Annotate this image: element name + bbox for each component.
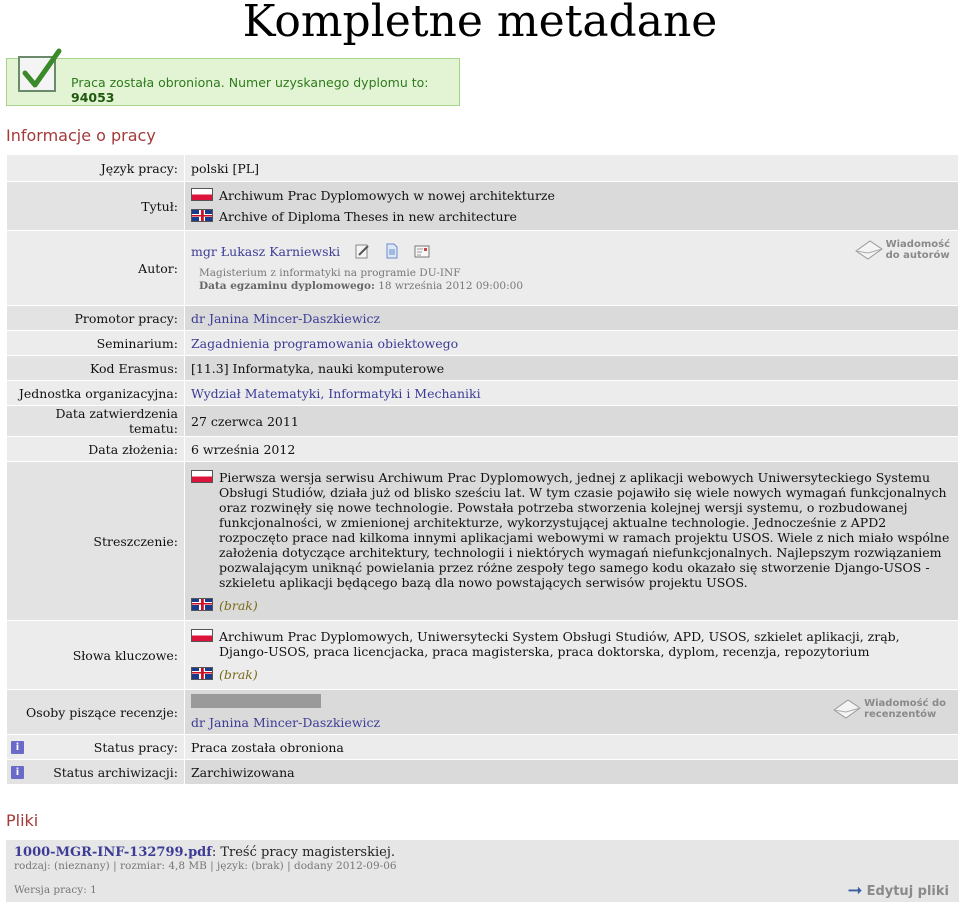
label-title: Tytuł:: [7, 182, 184, 230]
flag-en-icon: [191, 598, 213, 611]
value-erasmus: [11.3] Informatyka, nauki komputerowe: [185, 356, 958, 380]
row-language: [7, 155, 958, 181]
info-icon[interactable]: i: [11, 741, 24, 754]
edit-files-button[interactable]: [847, 880, 949, 901]
label-erasmus: Kod Erasmus:: [7, 356, 184, 380]
info-table: [6, 154, 959, 785]
row-keywords: [7, 621, 958, 689]
row-seminar: [7, 331, 958, 355]
page-title: Kompletne metadane: [242, 0, 718, 47]
value-submit-date: 6 września 2012: [185, 437, 958, 461]
flag-pl-icon: [191, 188, 213, 201]
label-seminar: Seminarium:: [7, 331, 184, 355]
value-archive-status: Zarchiwizowana: [185, 760, 958, 784]
edit-files-label: Edytuj pliki: [866, 884, 949, 899]
redacted-bar: [191, 694, 321, 708]
message-authors-line2: do autorów: [885, 250, 950, 261]
value-language: polski [PL]: [185, 155, 958, 181]
section-files-heading: Pliki: [6, 811, 39, 830]
archive-status-label: Status archiwizacji:: [53, 764, 178, 780]
exam-date: 18 września 2012 09:00:00: [378, 280, 523, 292]
row-unit: [7, 381, 958, 405]
file-desc: : Treść pracy magisterskiej.: [211, 845, 395, 860]
row-status: [7, 735, 958, 759]
message-reviewers-line2: recenzentów: [864, 709, 937, 720]
title-pl: Archiwum Prac Dyplomowych w nowej architekturze: [219, 188, 555, 203]
label-supervisor: Promotor pracy:: [7, 306, 184, 330]
message-authors-button[interactable]: [854, 239, 950, 261]
abstract-en: (brak): [219, 597, 258, 613]
author-link[interactable]: mgr Łukasz Karniewski: [191, 244, 341, 259]
label-abstract: Streszczenie:: [7, 462, 184, 620]
keywords-pl: Archiwum Prac Dyplomowych, Uniwersytecki System Obsługi Studiów, APD, USOS, szkielet aplikacji, zrąb, Django-USOS, praca licencjacka, praca magisterska, praca doktorska, dyplom, recenzja, repozytorium: [219, 628, 900, 659]
label-reviewers: Osoby piszące recenzje:: [7, 690, 184, 734]
label-status: [7, 735, 184, 759]
label-unit: Jednostka organizacyjna:: [7, 381, 184, 405]
label-language: Język pracy:: [7, 155, 184, 181]
checkmark-icon: [15, 45, 65, 95]
label-keywords: Słowa kluczowe:: [7, 621, 184, 689]
row-archive-status: [7, 760, 958, 784]
flag-pl-icon: [191, 629, 213, 642]
info-icon[interactable]: i: [11, 766, 24, 779]
row-reviewers: [7, 690, 958, 734]
message-authors-line1: Wiadomość: [885, 239, 950, 250]
value-abstract: [185, 462, 958, 620]
abstract-pl: Pierwsza wersja serwisu Archiwum Prac Dyplomowych, jednej z aplikacji webowych Uniwersyteckiego Systemu Obsługi Studiów, działa już od blisko sześciu lat. W tym czasie pojawiło się wiele nowych wymagań funkcjonalnych oraz rozwinęły się nowe technologie. Powstała potrzeba stworzenia kolejnej wersji systemu, o rozbudowanej funkcjonalności, w zmienionej architekturze, wykorzystującej aktualne technologie. Jednocześnie z APD2 rozpoczęto prace nad kilkoma innymi aplikacjami webowymi w ramach projektu USOS. Wiele z nich miało wspólne założenia dotyczące architektury, technologii i niektórych wymagań niefunkcjonalnych. Najlepszym rozwiązaniem pozwalającym uniknąć powielania przez różne zespoły tego samego kodu okazało się stworzenie Django-USOS - szkieletu aplikacji będącego bazą dla nowo powstających serwisów projektu USOS.: [219, 469, 950, 590]
row-topic-date: [7, 406, 958, 436]
message-reviewers-line1: Wiadomość do: [864, 698, 946, 709]
row-abstract: [7, 462, 958, 620]
seminar-link[interactable]: Zagadnienia programowania obiektowego: [191, 335, 459, 351]
flag-pl-icon: [191, 470, 213, 483]
label-archive-status: [7, 760, 184, 784]
row-author: [7, 231, 958, 305]
document-icon[interactable]: [384, 243, 400, 259]
flag-en-icon: [191, 667, 213, 680]
success-banner: [6, 58, 460, 106]
supervisor-link[interactable]: dr Janina Mincer-Daszkiewicz: [191, 310, 381, 326]
file-entry: [6, 840, 959, 902]
file-meta: rodzaj: (nieznany) | rozmiar: 4,8 MB | język: (brak) | dodany 2012-09-06: [14, 860, 397, 872]
value-author: [185, 231, 958, 305]
value-keywords: [185, 621, 958, 689]
row-submit-date: [7, 437, 958, 461]
keywords-en: (brak): [219, 666, 258, 682]
file-version: Wersja pracy: 1: [14, 884, 97, 896]
author-program: Magisterium z informatyki na programie DU-INF: [199, 267, 461, 279]
envelope-icon: [854, 239, 884, 261]
label-topic-date: Data zatwierdzenia tematu:: [7, 406, 184, 436]
status-label: Status pracy:: [93, 739, 178, 755]
title-en: Archive of Diploma Theses in new architecture: [219, 209, 517, 224]
value-title: [185, 182, 958, 230]
reviewer-link[interactable]: dr Janina Mincer-Daszkiewicz: [191, 715, 381, 730]
file-link[interactable]: 1000-MGR-INF-132799.pdf: [14, 845, 212, 860]
unit-link[interactable]: Wydział Matematyki, Informatyki i Mechaniki: [191, 385, 481, 401]
value-status: Praca została obroniona: [185, 735, 958, 759]
row-title: [7, 182, 958, 230]
success-text: Praca została obroniona. Numer uzyskanego dyplomu to:: [71, 75, 429, 90]
label-submit-date: Data złożenia:: [7, 437, 184, 461]
exam-label: Data egzaminu dyplomowego:: [199, 280, 375, 292]
row-erasmus: [7, 356, 958, 380]
edit-note-icon[interactable]: [354, 243, 370, 259]
section-info-heading: Informacje o pracy: [6, 126, 156, 145]
row-supervisor: [7, 306, 958, 330]
envelope-icon: [832, 698, 862, 720]
message-reviewers-button[interactable]: [832, 698, 946, 720]
success-message: [71, 75, 459, 105]
value-reviewers: [185, 690, 958, 734]
card-icon[interactable]: [414, 243, 430, 259]
arrow-right-icon: ➞: [847, 880, 863, 901]
diploma-number: 94053: [71, 90, 115, 105]
flag-en-icon: [191, 209, 213, 222]
label-author: Autor:: [7, 231, 184, 305]
value-topic-date: 27 czerwca 2011: [185, 406, 958, 436]
